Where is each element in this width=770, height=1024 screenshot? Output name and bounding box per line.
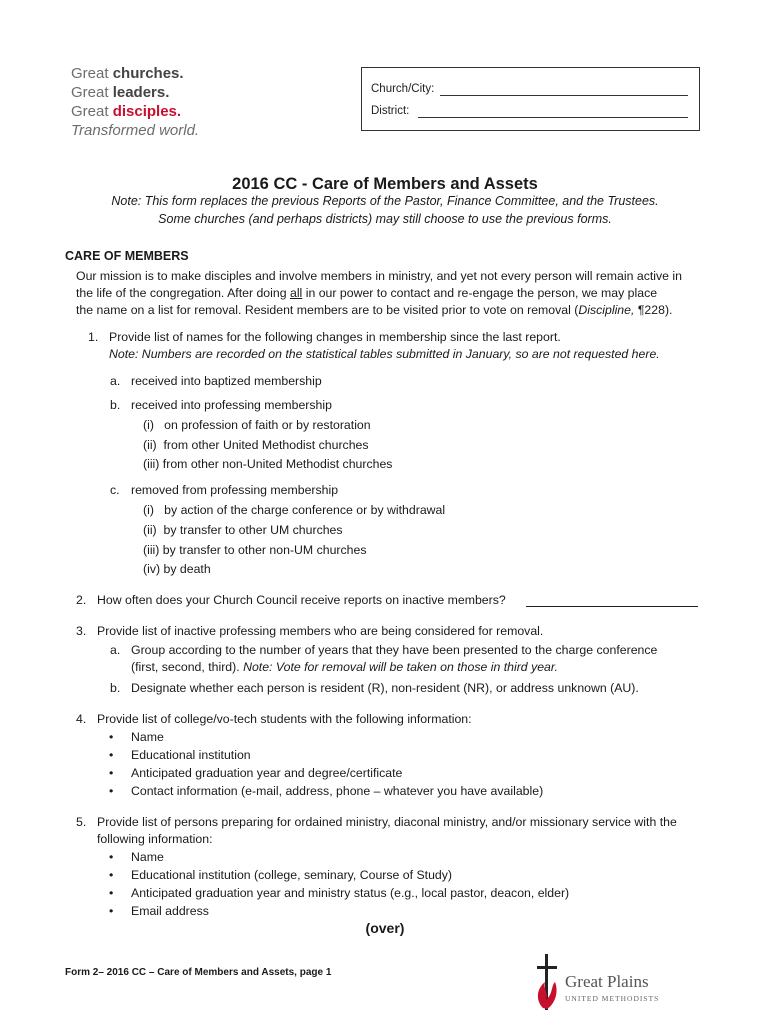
q4-number: 4. — [76, 712, 87, 726]
q3a-marker: a. — [110, 643, 121, 657]
q5-bullet-1: Name — [131, 850, 164, 864]
q3b-marker: b. — [110, 681, 121, 695]
q2-answer-field[interactable] — [526, 606, 698, 607]
great-plains-logo — [533, 952, 660, 1012]
church-city-field[interactable] — [440, 95, 688, 96]
q4-bullet-2: Educational institution — [131, 748, 251, 762]
tagline-disciples: disciples. — [112, 103, 182, 120]
q1c-iv: (iv) by death — [143, 562, 211, 576]
tagline-transformed: Transformed world. — [71, 122, 200, 139]
q5-bullet-4: Email address — [131, 904, 209, 918]
q5-bullet-3: Anticipated graduation year and ministry status (e.g., local pastor, deacon, elder) — [131, 886, 570, 900]
q4-text: Provide list of college/vo-tech students with the following information: — [97, 712, 472, 726]
q3-number: 3. — [76, 624, 87, 638]
form-note-1: Note: This form replaces the previous Reports of the Pastor, Finance Committee, and the Trustees. — [111, 194, 659, 208]
form-title: 2016 CC - Care of Members and Assets — [232, 175, 538, 193]
church-district-box — [361, 67, 700, 131]
q2-text: How often does your Church Council receive reports on inactive members? — [97, 593, 506, 607]
q1c-iii: (iii) by transfer to other non-UM churches — [143, 543, 367, 557]
q4-bullet-4: Contact information (e-mail, address, phone – whatever you have available) — [131, 784, 544, 798]
logo-subtitle: UNITED METHODISTS — [565, 994, 660, 1003]
q1c-ii: (ii) by transfer to other UM churches — [143, 523, 343, 537]
q1-note: Note: Numbers are recorded on the statistical tables submitted in January, so are not requested here. — [109, 347, 660, 361]
q1-text: Provide list of names for the following changes in membership since the last report. — [109, 330, 561, 344]
section-heading: CARE OF MEMBERS — [65, 249, 189, 263]
district-label: District: — [371, 105, 410, 117]
tagline-churches: churches. — [112, 65, 184, 82]
q1c-i: (i) by action of the charge conference or by withdrawal — [143, 503, 446, 517]
q5-text: Provide list of persons preparing for ordained ministry, diaconal ministry, and/or missionary service with the following information: — [97, 815, 677, 846]
over-label: (over) — [365, 920, 405, 936]
form-note-2: Some churches (and perhaps districts) may still choose to use the previous forms. — [158, 212, 612, 226]
q3b-text: Designate whether each person is resident (R), non-resident (NR), or address unknown (AU). — [131, 681, 639, 695]
q1b-marker: b. — [110, 398, 121, 412]
tagline-leaders: leaders. — [112, 84, 170, 101]
q2-number: 2. — [76, 593, 87, 607]
q1b-text: received into professing membership — [131, 398, 332, 412]
page-footer: Form 2– 2016 CC – Care of Members and Assets, page 1 — [65, 967, 332, 978]
logo-name: Great Plains — [565, 972, 649, 991]
q1a-text: received into baptized membership — [131, 374, 322, 388]
q1a-marker: a. — [110, 374, 121, 388]
church-city-label: Church/City: — [371, 83, 435, 95]
q3-text: Provide list of inactive professing members who are being considered for removal. — [97, 624, 544, 638]
q5-bullets: • Name • Educational institution (college, seminary, Course of Study) • Anticipated graduation year and ministry status (e.g., local pastor, deacon, elder) • Email address — [109, 850, 570, 918]
q1b-iii: (iii) from other non-United Methodist churches — [143, 457, 393, 471]
q3a-text: Group according to the number of years that they have been presented to the charge conference (first, second, third). Note: Vote for removal will be taken on those in third year. — [131, 643, 658, 674]
q1b-i: (i) on profession of faith or by restoration — [143, 418, 371, 432]
cross-flame-icon — [533, 952, 561, 1012]
q1b-ii: (ii) from other United Methodist churches — [143, 438, 369, 452]
q1c-text: removed from professing membership — [131, 483, 339, 497]
q4-bullets: • Name • Educational institution • Anticipated graduation year and degree/certificate • Contact information (e-mail, address, phone – whatever you have available) — [109, 730, 544, 798]
district-field[interactable] — [418, 117, 688, 118]
intro-paragraph: Our mission is to make disciples and involve members in ministry, and yet not every person will remain active in the life of the congregation. After doing all in our power to contact and re-engage the person, we may place the name on a list for removal. Resident members are to be visited prior to vote on removal (Discipline, ¶228). — [76, 269, 682, 317]
q1c-marker: c. — [110, 483, 120, 497]
q4-bullet-3: Anticipated graduation year and degree/certificate — [131, 766, 403, 780]
q4-bullet-1: Name — [131, 730, 164, 744]
q5-number: 5. — [76, 815, 87, 829]
q1-number: 1. — [88, 330, 99, 344]
q5-bullet-2: Educational institution (college, seminary, Course of Study) — [131, 868, 453, 882]
tagline: Great churches. Great leaders. Great disciples. Transformed world. — [71, 65, 200, 139]
